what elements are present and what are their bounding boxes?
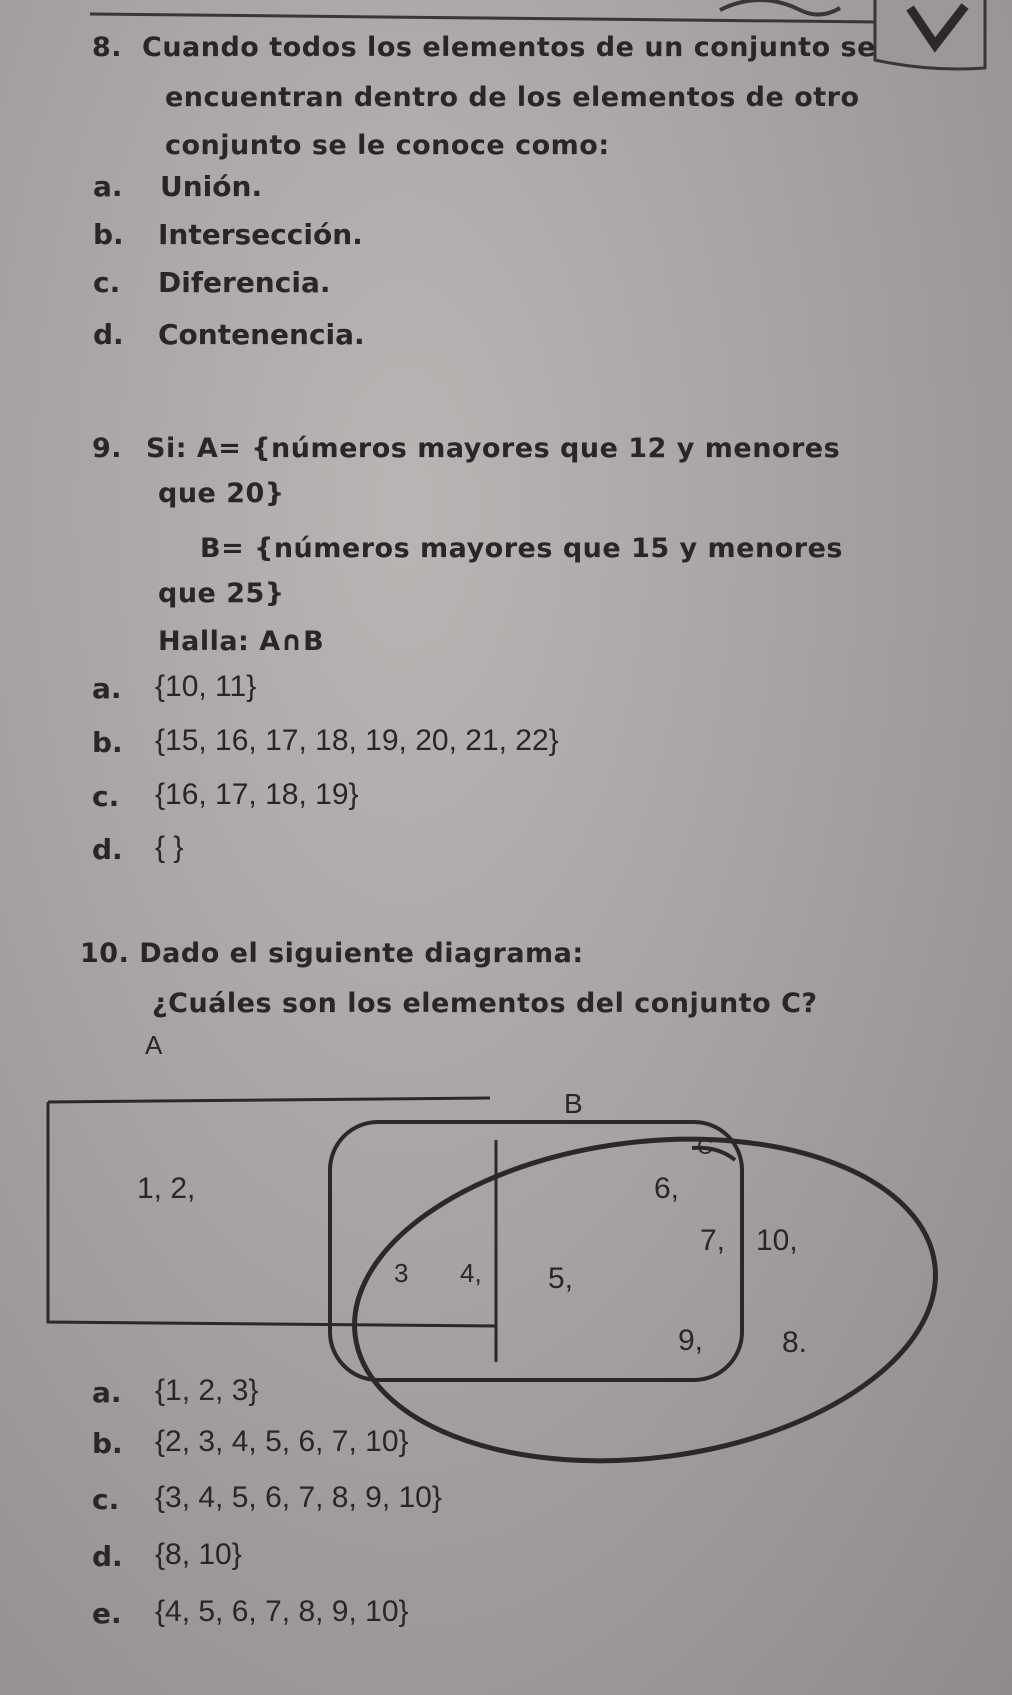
q8-option-b-letter: b. [93,218,124,251]
q8-text-line-2: encuentran dentro de los elementos de otro [165,82,860,113]
q8-number: 8. [92,32,123,63]
q10-option-b-letter: b. [92,1427,123,1460]
q10-option-a-text: {1, 2, 3} [155,1374,259,1407]
q9-line-5: Halla: A∩B [158,626,325,657]
q9-line-4: que 25} [158,578,285,609]
q9-option-b-letter: b. [92,726,123,759]
q8-option-a-letter: a. [93,170,123,203]
element-8: 8. [782,1326,808,1359]
q8-option-d-text: Contenencia. [158,318,365,351]
q8-text-line-3: conjunto se le conoce como: [165,130,610,161]
q9-line-3: B= {números mayores que 15 y menores [200,533,843,564]
q9-option-a-letter: a. [92,672,122,705]
q10-option-e-letter: e. [92,1597,122,1630]
set-c-ellipse [336,1108,954,1493]
q10-option-d-text: {8, 10} [155,1538,242,1571]
element-1-2: 1, 2, [137,1172,196,1205]
q10-option-c-text: {3, 4, 5, 6, 7, 8, 9, 10} [155,1481,442,1514]
element-9: 9, [678,1324,704,1357]
element-5: 5, [548,1262,574,1295]
q10-option-a-letter: a. [92,1376,122,1409]
q8-text-line-1: Cuando todos los elementos de un conjunto se [142,32,876,63]
q10-line-2: ¿Cuáles son los elementos del conjunto C? [152,988,818,1019]
set-a-top-edge [48,1098,490,1102]
q8-option-c-text: Diferencia. [158,266,331,299]
q10-line-1: 10. Dado el siguiente diagrama: [80,938,584,969]
element-7: 7, [700,1224,726,1257]
element-3: 3 [394,1258,409,1288]
q9-option-a-text: {10, 11} [155,670,257,703]
q8-option-d-letter: d. [93,318,124,351]
q8-option-a-text: Unión. [160,170,263,203]
q10-option-d-letter: d. [92,1540,123,1573]
element-6: 6, [654,1172,680,1205]
q9-option-d-letter: d. [92,833,123,866]
q9-option-c-letter: c. [92,780,120,813]
q9-option-d-text: { } [155,831,184,864]
q9-line-1: Si: A= {números mayores que 12 y menores [146,433,841,464]
set-a-label: A [145,1030,163,1060]
q8-option-c-letter: c. [93,266,121,299]
set-c-label: C [697,1134,713,1159]
q9-option-b-text: {15, 16, 17, 18, 19, 20, 21, 22} [155,724,559,757]
q9-option-c-text: {16, 17, 18, 19} [155,778,359,811]
q10-option-b-text: {2, 3, 4, 5, 6, 7, 10} [155,1425,409,1458]
q10-option-e-text: {4, 5, 6, 7, 8, 9, 10} [155,1595,409,1628]
q9-line-2: que 20} [158,478,285,509]
q10-option-c-letter: c. [92,1483,120,1516]
element-10: 10, [756,1224,798,1257]
element-4: 4, [460,1258,482,1288]
q9-number: 9. [92,433,123,464]
set-b-label: B [564,1088,583,1119]
q8-option-b-text: Intersección. [158,218,363,251]
